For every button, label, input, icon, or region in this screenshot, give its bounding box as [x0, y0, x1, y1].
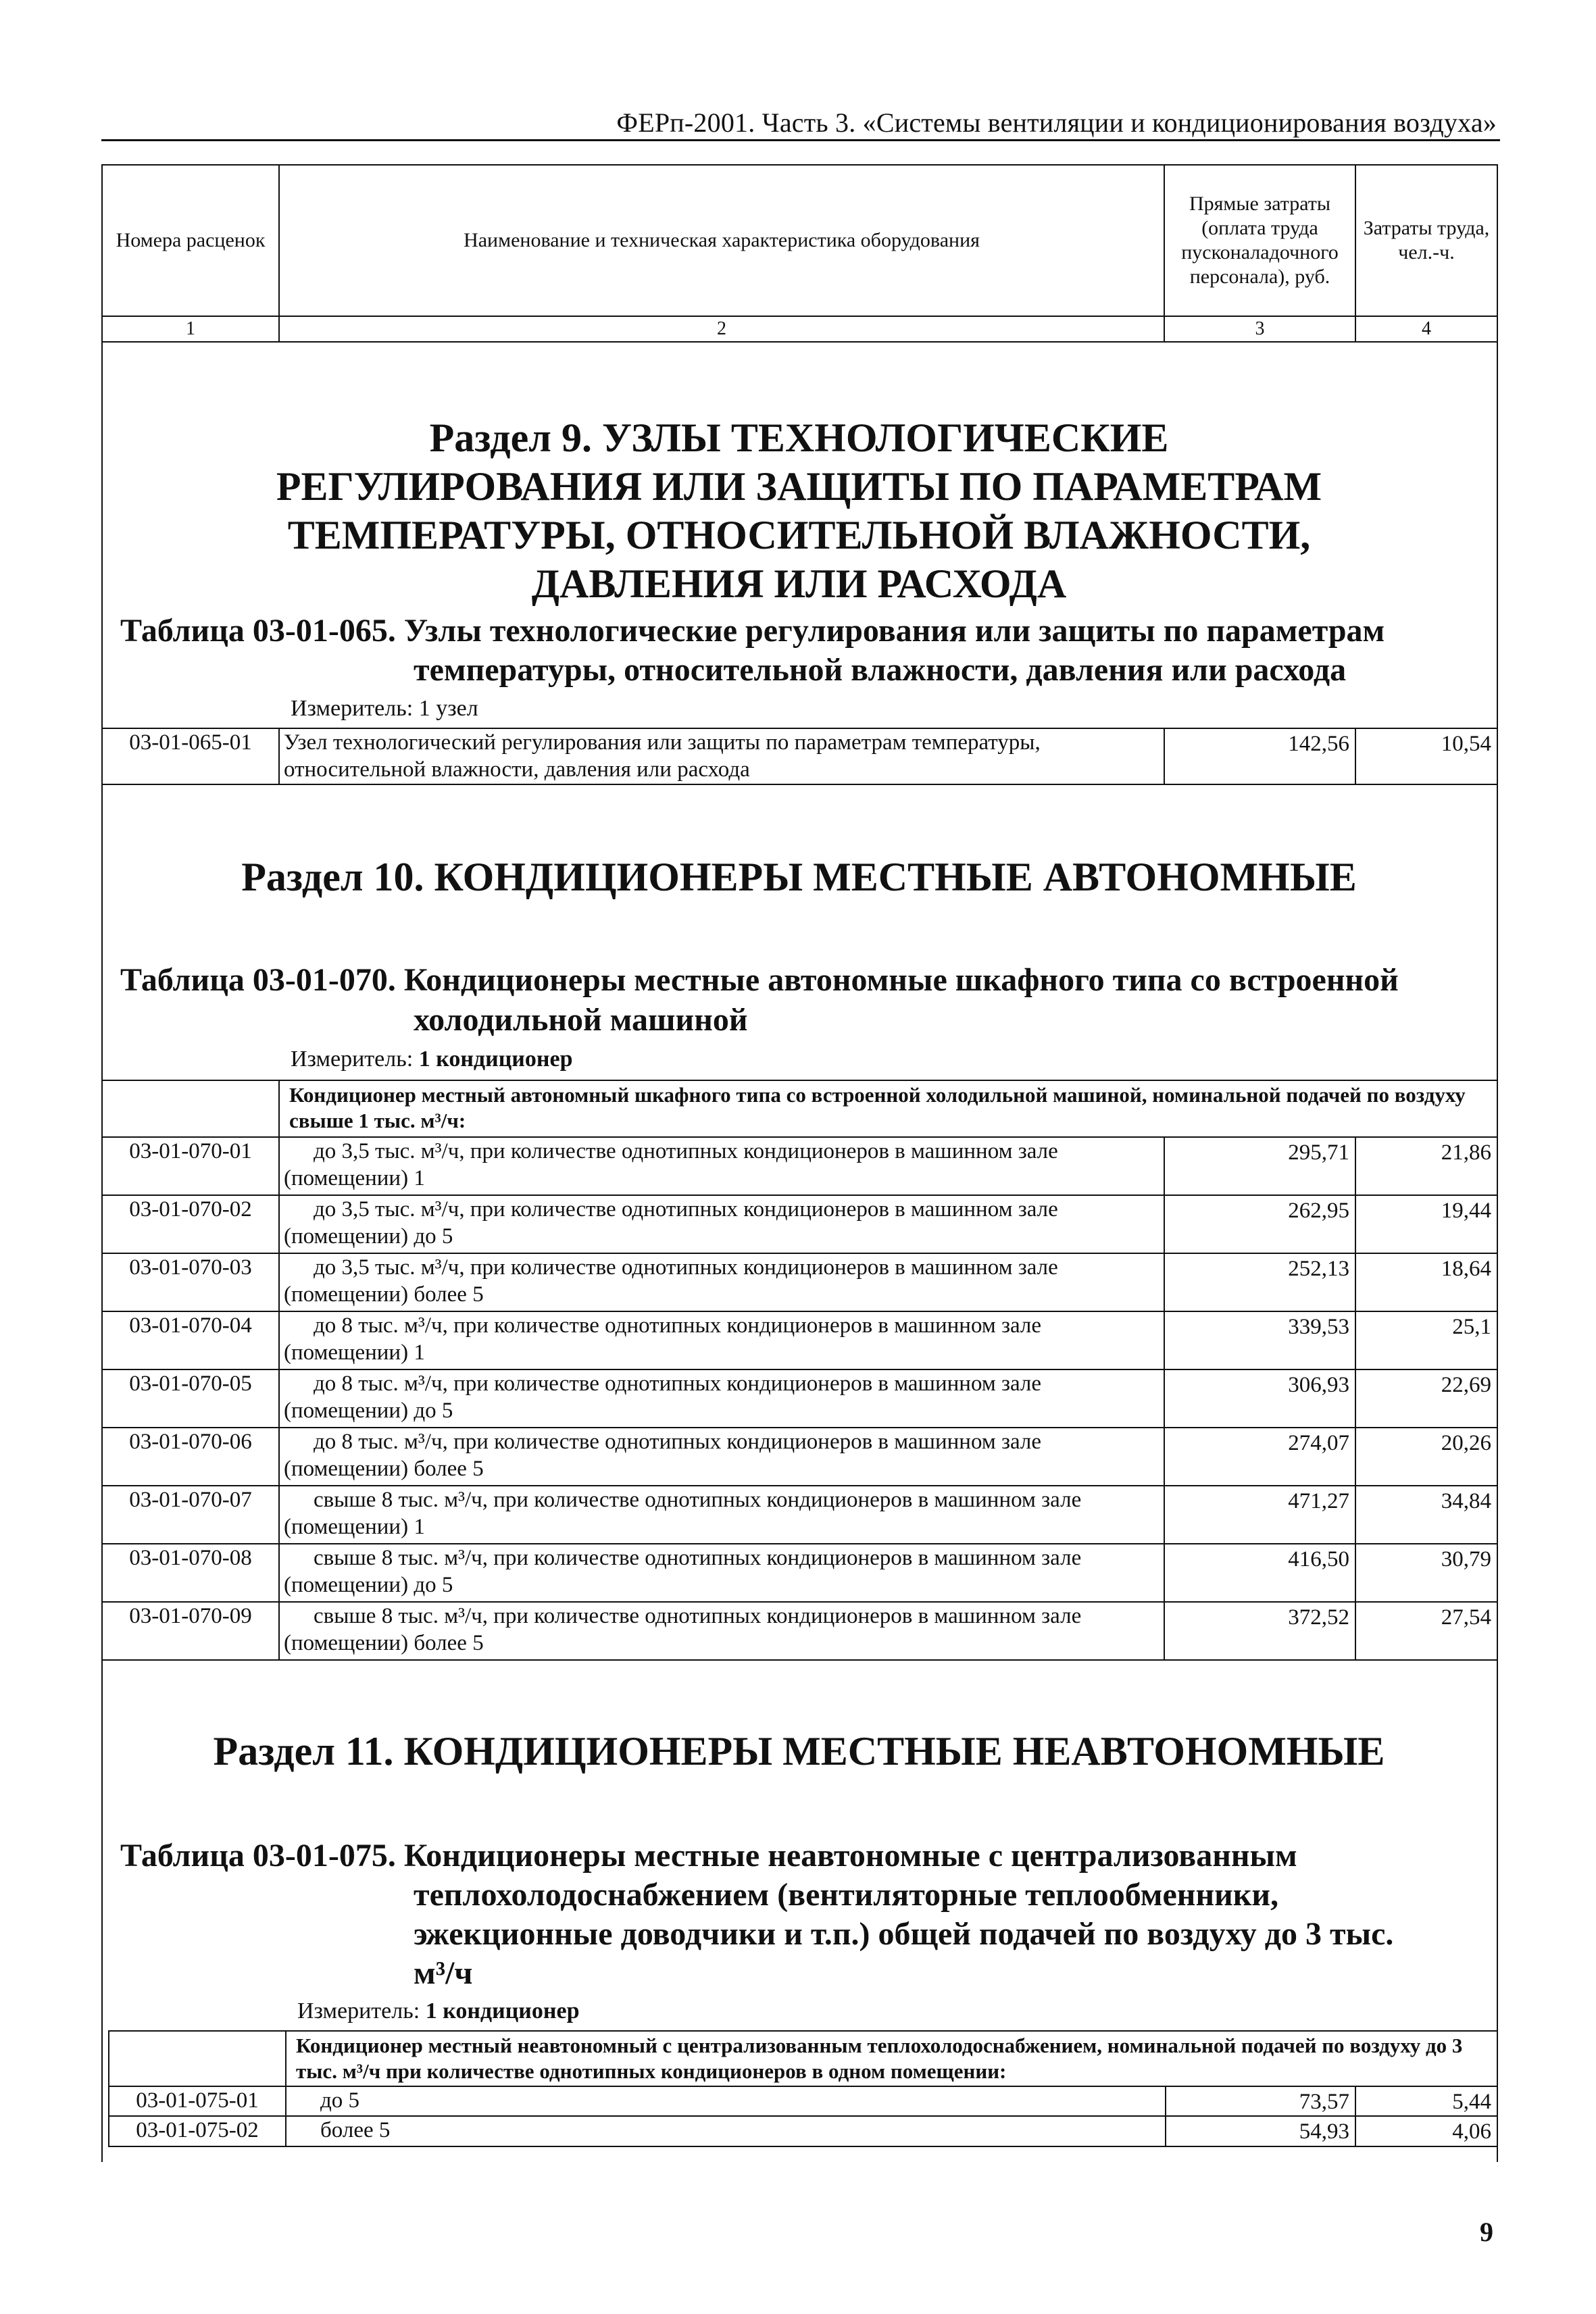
- row-cost: 306,93: [1164, 1369, 1355, 1428]
- row-code: 03-01-070-07: [102, 1486, 279, 1544]
- page-number: 9: [1480, 2217, 1493, 2247]
- header-rule: [101, 139, 1500, 141]
- row-cost: 252,13: [1164, 1253, 1355, 1311]
- row-labor: 34,84: [1355, 1486, 1497, 1544]
- table-row: [102, 1195, 1497, 1253]
- group-header-empty: [109, 2031, 286, 2086]
- group-header-empty: [102, 1080, 279, 1137]
- row-labor: 18,64: [1355, 1253, 1497, 1311]
- row-description: до 8 тыс. м³/ч, при количестве однотипных кондиционеров в машинном зале (помещении) 1: [279, 1311, 1164, 1369]
- table-row: [109, 2086, 1497, 2116]
- measure-label: Измеритель:: [297, 1998, 420, 2023]
- table-row: [102, 728, 1497, 784]
- col-header-description: Наименование и техническая характеристика оборудования: [279, 165, 1164, 316]
- row-code: 03-01-070-01: [102, 1137, 279, 1195]
- row-code: 03-01-075-01: [109, 2086, 286, 2116]
- row-code: 03-01-070-04: [102, 1311, 279, 1369]
- row-description: свыше 8 тыс. м³/ч, при количестве однотипных кондиционеров в машинном зале (помещении) более 5: [279, 1602, 1164, 1660]
- table-row: [102, 1544, 1497, 1602]
- row-code: 03-01-070-09: [102, 1602, 279, 1660]
- group-header: Кондиционер местный неавтономный с централизованным теплохолодоснабжением, номинальной подачей по воздуху до 3 тыс. м³/ч при количестве однотипных кондиционеров в одном помещении:: [286, 2031, 1497, 2086]
- group-header-row: [102, 1080, 1497, 1137]
- running-header: ФЕРп-2001. Часть 3. «Системы вентиляции и кондиционирования воздуха»: [616, 107, 1497, 138]
- table-075-title: Таблица 03-01-075. Кондиционеры местные неавтономные с централизованным: [120, 1838, 1297, 1873]
- row-description: до 8 тыс. м³/ч, при количестве однотипных кондиционеров в машинном зале (помещении) до 5: [279, 1369, 1164, 1428]
- row-labor: 22,69: [1355, 1369, 1497, 1428]
- table-070-measure: [291, 1047, 572, 1072]
- col-number-2: 2: [279, 316, 1164, 342]
- section-9-title: Раздел 9. УЗЛЫ ТЕХНОЛОГИЧЕСКИЕ РЕГУЛИРОВАНИЯ ИЛИ ЗАЩИТЫ ПО ПАРАМЕТРАМ ТЕМПЕРАТУРЫ, ОТНОСИТЕЛЬНОЙ ВЛАЖНОСТИ, ДАВЛЕНИЯ ИЛИ РАСХОДА: [276, 416, 1322, 606]
- row-cost: 54,93: [1166, 2116, 1355, 2146]
- row-code: 03-01-070-08: [102, 1544, 279, 1602]
- row-description: свыше 8 тыс. м³/ч, при количестве однотипных кондиционеров в машинном зале (помещении) 1: [279, 1486, 1164, 1544]
- row-labor: 20,26: [1355, 1428, 1497, 1486]
- col-header-direct-cost: Прямые затраты (оплата труда пусконаладочного персонала), руб.: [1164, 165, 1355, 316]
- measure-label: Измеритель:: [291, 1047, 414, 1072]
- row-code: 03-01-070-06: [102, 1428, 279, 1486]
- row-cost: 142,56: [1164, 728, 1355, 784]
- table-065-measure: [291, 696, 478, 722]
- table-075-measure: [297, 1998, 579, 2024]
- col-number-1: 1: [102, 316, 279, 342]
- table-075-title-cont-3: м³/ч: [414, 1955, 473, 1991]
- table-075-title-cont-1: теплохолодоснабжением (вентиляторные теплообменники,: [414, 1877, 1279, 1913]
- row-code: 03-01-070-02: [102, 1195, 279, 1253]
- measure-value: 1 кондиционер: [425, 1998, 580, 2023]
- row-description: до 5: [286, 2086, 1166, 2116]
- row-cost: 274,07: [1164, 1428, 1355, 1486]
- row-cost: 416,50: [1164, 1544, 1355, 1602]
- table-row: [109, 2116, 1497, 2146]
- row-labor: 30,79: [1355, 1544, 1497, 1602]
- column-header-table: [101, 164, 1498, 343]
- table-065: [101, 728, 1498, 785]
- table-row: [102, 1369, 1497, 1428]
- row-description: свыше 8 тыс. м³/ч, при количестве однотипных кондиционеров в машинном зале (помещении) до 5: [279, 1544, 1164, 1602]
- row-cost: 471,27: [1164, 1486, 1355, 1544]
- table-row: [102, 1137, 1497, 1195]
- row-code: 03-01-070-03: [102, 1253, 279, 1311]
- col-header-codes: Номера расценок: [102, 165, 279, 316]
- row-labor: 19,44: [1355, 1195, 1497, 1253]
- row-description: до 3,5 тыс. м³/ч, при количестве однотипных кондиционеров в машинном зале (помещении) 1: [279, 1137, 1164, 1195]
- table-065-title-cont: температуры, относительной влажности, давления или расхода: [414, 652, 1347, 688]
- row-labor: 10,54: [1355, 728, 1497, 784]
- row-description: более 5: [286, 2116, 1166, 2146]
- col-header-labor: Затраты труда, чел.-ч.: [1355, 165, 1497, 316]
- table-075: [108, 2030, 1498, 2147]
- section-11-title: Раздел 11. КОНДИЦИОНЕРЫ МЕСТНЫЕ НЕАВТОНОМНЫЕ: [213, 1729, 1385, 1774]
- group-header: Кондиционер местный автономный шкафного типа со встроенной холодильной машиной, номинальной подачей по воздуху свыше 1 тыс. м³/ч:: [279, 1080, 1497, 1137]
- row-cost: 73,57: [1166, 2086, 1355, 2116]
- measure-value: 1 кондиционер: [418, 1047, 573, 1072]
- table-row: [102, 1428, 1497, 1486]
- row-description: Узел технологический регулирования или защиты по параметрам температуры, относительной влажности, давления или расхода: [279, 728, 1164, 784]
- group-header-row: [109, 2031, 1497, 2086]
- row-description: до 3,5 тыс. м³/ч, при количестве однотипных кондиционеров в машинном зале (помещении) до 5: [279, 1195, 1164, 1253]
- row-cost: 295,71: [1164, 1137, 1355, 1195]
- row-code: 03-01-070-05: [102, 1369, 279, 1428]
- table-070-title: Таблица 03-01-070. Кондиционеры местные автономные шкафного типа со встроенной: [120, 962, 1399, 998]
- col-number-4: 4: [1355, 316, 1497, 342]
- table-070: [101, 1080, 1498, 1661]
- table-065-title: Таблица 03-01-065. Узлы технологические регулирования или защиты по параметрам: [120, 613, 1385, 649]
- row-cost: 262,95: [1164, 1195, 1355, 1253]
- measure-value: 1 узел: [418, 696, 478, 721]
- row-labor: 4,06: [1355, 2116, 1497, 2146]
- row-cost: 339,53: [1164, 1311, 1355, 1369]
- row-labor: 21,86: [1355, 1137, 1497, 1195]
- row-description: до 8 тыс. м³/ч, при количестве однотипных кондиционеров в машинном зале (помещении) более 5: [279, 1428, 1164, 1486]
- row-labor: 5,44: [1355, 2086, 1497, 2116]
- row-description: до 3,5 тыс. м³/ч, при количестве однотипных кондиционеров в машинном зале (помещении) более 5: [279, 1253, 1164, 1311]
- table-row: [102, 1311, 1497, 1369]
- table-075-title-cont-2: эжекционные доводчики и т.п.) общей подачей по воздуху до 3 тыс.: [414, 1916, 1394, 1952]
- col-number-3: 3: [1164, 316, 1355, 342]
- row-cost: 372,52: [1164, 1602, 1355, 1660]
- table-070-title-cont: холодильной машиной: [414, 1002, 748, 1038]
- table-row: [102, 1253, 1497, 1311]
- table-row: [102, 1486, 1497, 1544]
- row-code: 03-01-065-01: [102, 728, 279, 784]
- section-10-title: Раздел 10. КОНДИЦИОНЕРЫ МЕСТНЫЕ АВТОНОМНЫЕ: [241, 855, 1357, 899]
- row-code: 03-01-075-02: [109, 2116, 286, 2146]
- table-row: [102, 1602, 1497, 1660]
- row-labor: 25,1: [1355, 1311, 1497, 1369]
- measure-label: Измеритель:: [291, 696, 414, 721]
- row-labor: 27,54: [1355, 1602, 1497, 1660]
